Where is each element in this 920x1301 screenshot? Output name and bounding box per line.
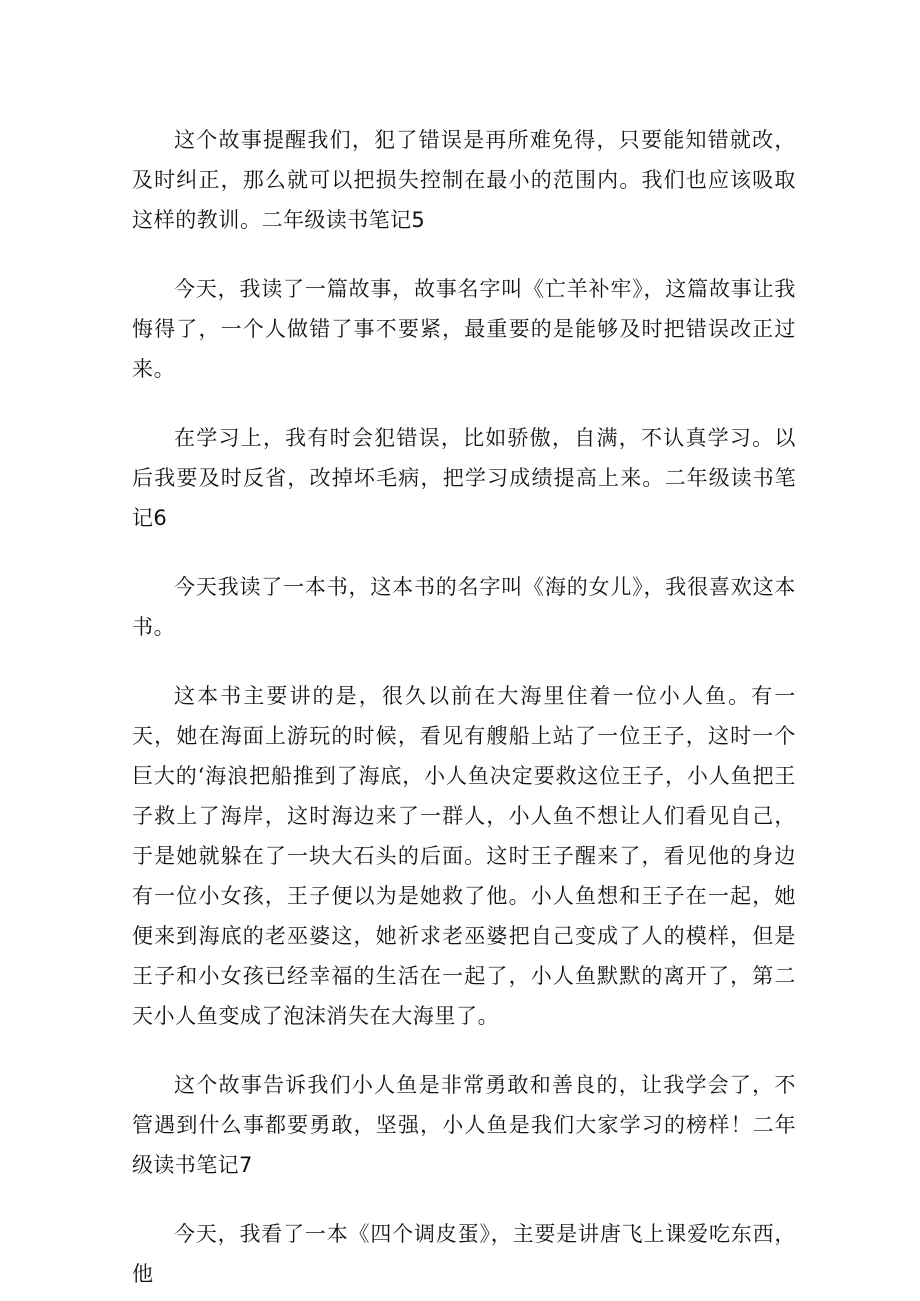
paragraph-7-text: 今天，我看了一本《四个调皮蛋》，主要是讲唐飞上课爱吃东西，他 <box>132 1222 796 1286</box>
paragraph-2-text: 今天，我读了一篇故事，故事名字叫《亡羊补牢》，这篇故事让我悔得了，一个人做错了事不要紧，最重要的是能够及时把错误改正过来。 <box>132 277 796 381</box>
paragraph-6 <box>132 1065 796 1185</box>
paragraph-5-text: 这本书主要讲的是，很久以前在大海里住着一位小人鱼。有一天，她在海面上游玩的时候，看见有艘船上站了一位王子，这时一个巨大的‘海浪把船推到了海底，小人鱼决定要救这位王子，小人鱼把王子救上了海岸，这时海边来了一群人，小人鱼不想让人们看见自己，于是她就躲在了一块大石头的后面。这时王子醒来了，看见他的身边有一位小女孩，王子便以为是她救了他。小人鱼想和王子在一起，她便来到海底的老巫婆这，她祈求老巫婆把自己变成了人的模样，但是王子和小女孩已经幸福的生活在一起了，小人鱼默默的离开了，第二天小人鱼变成了泡沫消失在大海里了。 <box>132 684 796 1028</box>
paragraph-2 <box>132 269 796 389</box>
paragraph-4 <box>132 567 796 647</box>
paragraph-5 <box>132 676 796 1036</box>
paragraph-1-text: 这个故事提醒我们，犯了错误是再所难免得，只要能知错就改，及时纠正，那么就可以把损失控制在最小的范围内。我们也应该吸取这样的教训。 <box>132 128 796 232</box>
paragraph-4-text: 今天我读了一本书，这本书的名字叫《海的女儿》，我很喜欢这本书。 <box>132 575 796 639</box>
paragraph-7 <box>132 1214 796 1294</box>
paragraph-6-text: 这个故事告诉我们小人鱼是非常勇敢和善良的，让我学会了，不管遇到什么事都要勇敢，坚强，小人鱼是我们大家学习的榜样！ <box>132 1073 796 1137</box>
paragraph-1 <box>132 120 796 240</box>
paragraph-3-text: 在学习上，我有时会犯错误，比如骄傲，自满，不认真学习。以后我要及时反省，改掉坏毛病，把学习成绩提高上来。 <box>132 426 796 490</box>
section-heading-5: 二年级读书笔记5 <box>261 208 426 232</box>
paragraph-3 <box>132 418 796 538</box>
document-body <box>132 120 796 1294</box>
section-heading-6: 二年级读书笔记6 <box>132 466 796 530</box>
section-heading-7: 二年级读书笔记7 <box>132 1113 796 1177</box>
